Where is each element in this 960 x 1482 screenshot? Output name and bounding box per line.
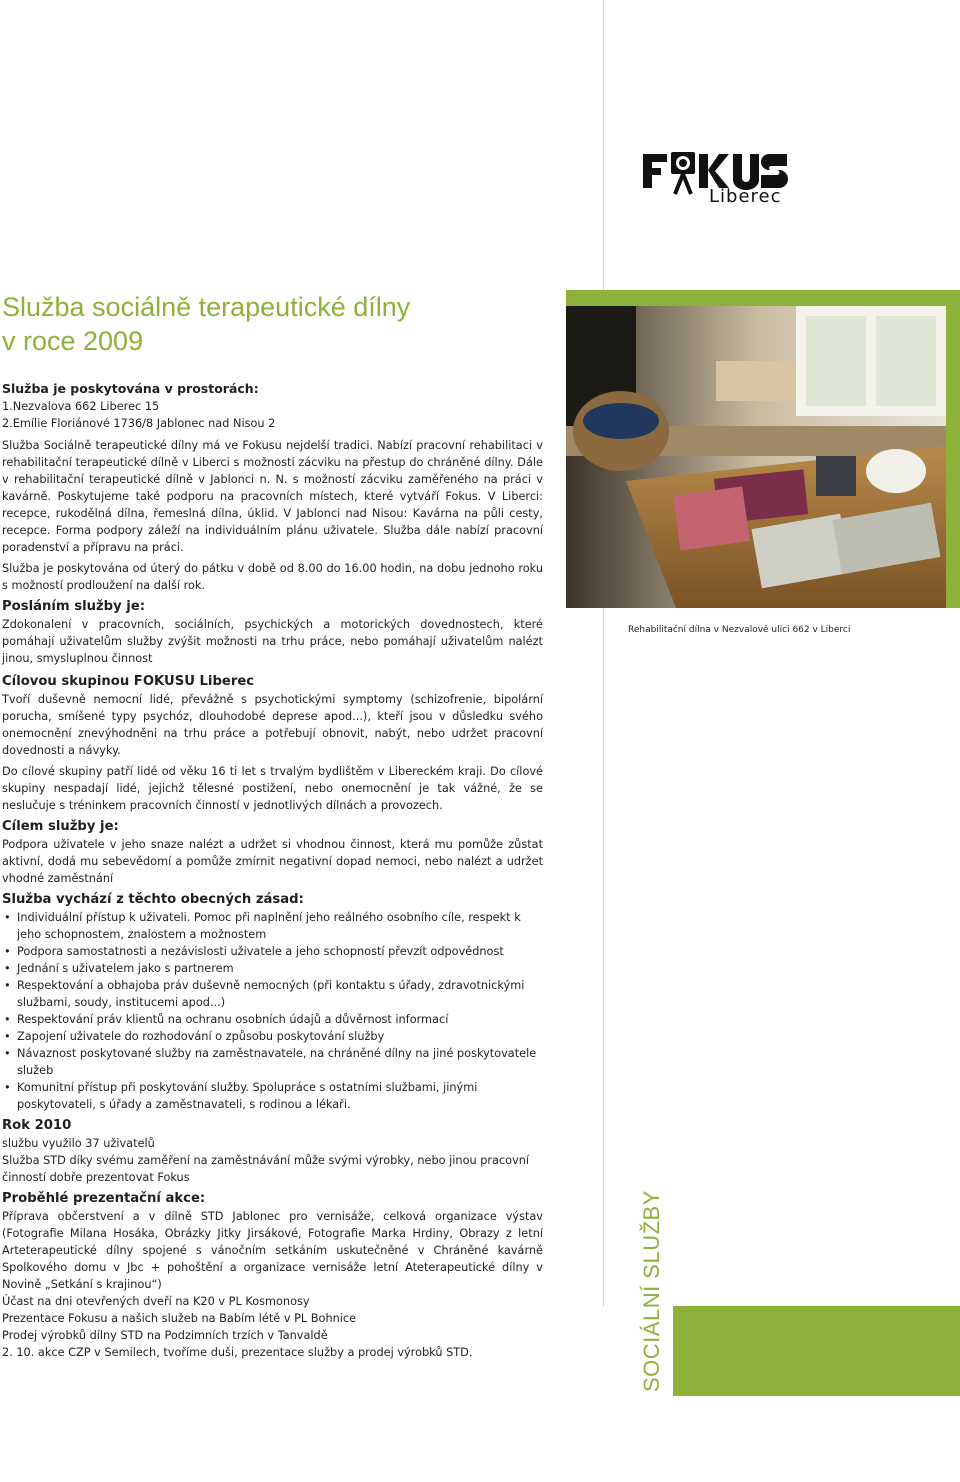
principles-heading: Služba vychází z těchto obecných zásad: <box>2 892 304 907</box>
events-line-4: Prodej výrobků dílny STD na Podzimních trzích v Tanvaldě <box>2 1329 328 1342</box>
goal-heading: Cílem služby je: <box>2 819 119 834</box>
location-line-1: 1.Nezvalova 662 Liberec 15 <box>2 400 160 413</box>
intro-paragraph-2: Služba je poskytována od úterý do pátku v době od 8.00 do 16.00 hodin, na dobu jednoho roku s možností prodloužení na další rok. <box>2 562 543 592</box>
main-content <box>2 380 543 1361</box>
year-line-2: Služba STD díky svému zaměření na zaměstnávání může svými výrobky, nebo jinou pracovní činností dobře prezentovat Fokus <box>2 1154 530 1184</box>
principle-item: • Komunitní přístup při poskytování služby. Spolupráce s ostatními službami, jinými poskytovateli, s úřady a zaměstnavateli, s rodinou a lékaři. <box>2 1079 543 1113</box>
year-heading: Rok 2010 <box>2 1118 72 1133</box>
logo-city: Liberec <box>709 186 782 207</box>
principle-item: • Návaznost poskytované služby na zaměstnavatele, na chráněné dílny na jiné poskytovatele služeb <box>2 1045 543 1079</box>
events-line-2: Účast na dni otevřených dveří na K20 v PL Kosmonosy <box>2 1295 310 1308</box>
mission-text: Zdokonalení v pracovních, sociálních, psychických a motorických dovednostech, které pomáhají uživatelům služby zvýšit možnosti na trhu práce, nebo pomáhají uživatelům nalézt jinou, smysluplnou činnost <box>2 618 543 665</box>
title-line-1: Služba sociálně terapeutické dílny <box>2 292 411 322</box>
target-paragraph-2: Do cílové skupiny patří lidé od věku 16 ti let s trvalým bydlištěm v Libereckém kraji. Do cílové skupiny nespadají lidé, jejichž tělesné postižení, nebo onemocnění je tak vážné, že se neslučuje s tréninkem pracovních činností v jednotlivých dílnách a provozech. <box>2 765 543 812</box>
goal-text: Podpora uživatele v jeho snaze nalézt a udržet si vhodnou činnost, která mu pomůže zůstat aktivní, dodá mu sebevědomí a pomůže zmírnit negativní dopad nemoci, nebo nalézt a udržet vhodné zaměstnání <box>2 838 543 885</box>
principle-item: • Individuální přístup k uživateli. Pomoc při naplnění jeho reálného osobního cíle, respekt k jeho schopnostem, znalostem a možnostem <box>2 909 543 943</box>
principle-item: • Zapojení uživatele do rozhodování o způsobu poskytování služby <box>2 1028 543 1045</box>
location-line-2: 2.Emílie Floriánové 1736/8 Jablonec nad Nisou 2 <box>2 417 276 430</box>
principle-item: • Respektování práv klientů na ochranu osobních údajů a důvěrnost informací <box>2 1011 543 1028</box>
page-title <box>2 290 410 358</box>
title-line-2: v roce 2009 <box>2 326 144 356</box>
target-heading: Cílovou skupinou FOKUSU Liberec <box>2 674 255 689</box>
principle-item: • Jednání s uživatelem jako s partnerem <box>2 960 543 977</box>
column-divider-top <box>603 0 604 292</box>
year-line-1: službu využilo 37 uživatelů <box>2 1137 155 1150</box>
mission-heading: Posláním služby je: <box>2 599 146 614</box>
events-line-3: Prezentace Fokusu a našich služeb na Babím létě v PL Bohnice <box>2 1312 357 1325</box>
photo-caption: Rehabilitační dílna v Nezvalově ulici 662 v Liberci <box>628 625 851 635</box>
principles-list <box>2 909 543 1113</box>
workshop-photo <box>566 306 946 608</box>
location-heading: Služba je poskytována v prostorách: <box>2 381 259 396</box>
fokus-liberec-logo <box>641 150 806 210</box>
target-paragraph-1: Tvoří duševně nemocní lidé, převážně s psychotickými symptomy (schizofrenie, bipolární porucha, smíšené typy psychóz, dlouhodobé deprese apod...), kteří jsou v důsledku svého onemocnění znevýhodněni na trhu práce a potřebují obnovit, nabýt, nebo udržet pracovní dovednosti a návyky. <box>2 693 543 757</box>
principle-item: • Respektování a obhajoba práv duševně nemocných (při kontaktu s úřady, zdravotnickými službami, soudy, institucemi apod...) <box>2 977 543 1011</box>
column-divider-mid <box>603 608 604 1306</box>
events-line-5: 2. 10. akce CZP v Semilech, tvoříme duši, prezentace služby a prodej výrobků STD. <box>2 1346 473 1359</box>
intro-paragraph-1: Služba Sociálně terapeutické dílny má ve Fokusu nejdelší tradici. Nabízí pracovní rehabilitaci v rehabilitační terapeutické dílně v Liberci s možností zácviku na přestup do chráněné dílny. Dále v rehabilitační terapeutické dílně v Jablonci n. N. s možností zácviku zaměřeného na práci v kavárně. Poskytujeme také podporu na pracovních místech, které vytváří Fokus. V Liberci: recepce, rukodělná dílna, řemeslná dílna, úklid. V Jablonci nad Nisou: Kavárna na půli cesty, recepce. Forma podpory záleží na individuálním plánu uživatele. Služba dále nabízí pracovní poradenství a přípravu na práci. <box>2 439 543 554</box>
principle-item: • Podpora samostatnosti a nezávislosti uživatele a jeho schopností převzít odpovědnost <box>2 943 543 960</box>
events-line-1: Příprava občerstvení a v dílně STD Jablonec pro vernisáže, celková organizace výstav (Fotografie Milana Hosáka, Obrázky Jitky Jirsákové, Fotografie Marka Hrdiny, Obrazy z letní Arteterapeutické dílny spojené s vánočním setkáním uskutečněné v Chráněné kavárně Spolkového domu v Jbc + pohoštění a organizace vernisáže letní Ateterapeutické dílny v Novině „Setkání s krajinou“) <box>2 1210 543 1291</box>
events-heading: Proběhlé prezentační akce: <box>2 1191 206 1206</box>
section-label: SOCIÁLNÍ SLUŽBY <box>639 1190 664 1392</box>
